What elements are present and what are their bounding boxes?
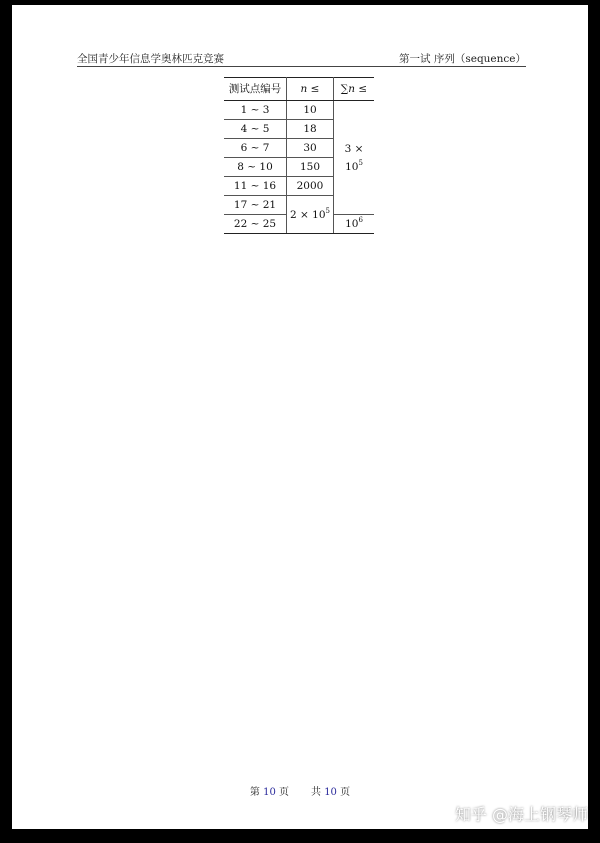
cell-n-limit: 2000	[287, 177, 334, 196]
footer-total-number: 10	[324, 787, 337, 798]
header-sum-limit	[334, 78, 375, 101]
sum-merged-exp: 5	[358, 158, 363, 167]
footer-page-suffix: 页	[275, 787, 289, 798]
sum-last-exp: 6	[358, 216, 363, 224]
table-row	[224, 101, 374, 120]
table-header-row	[224, 78, 374, 101]
page-footer	[12, 783, 588, 798]
header-n-op: ≤	[307, 83, 320, 95]
sum-last-base: 10	[345, 218, 359, 230]
document-page	[12, 5, 588, 829]
footer-total-prefix: 共	[311, 787, 325, 798]
footer-total-suffix: 页	[336, 787, 351, 798]
cell-testcase-id: 22 ~ 25	[224, 215, 287, 234]
cell-testcase-id: 11 ~ 16	[224, 177, 287, 196]
n-merged-exp: 5	[325, 206, 330, 215]
cell-testcase-id: 6 ~ 7	[224, 139, 287, 158]
footer-page-prefix: 第	[249, 787, 264, 798]
header-contest-title: 全国青少年信息学奥林匹克竞赛	[77, 53, 224, 65]
cell-sum-merged	[334, 101, 375, 215]
cell-testcase-id: 1 ~ 3	[224, 101, 287, 120]
cell-n-limit: 10	[287, 101, 334, 120]
watermark: 知乎 @海上钢琴师	[454, 805, 588, 824]
sum-merged-base: 3 × 10	[344, 142, 364, 173]
n-merged-base: 2 × 10	[290, 208, 326, 221]
header-n-limit	[287, 78, 334, 101]
cell-n-limit: 150	[287, 158, 334, 177]
cell-n-limit: 18	[287, 120, 334, 139]
footer-page-number: 10	[263, 787, 276, 798]
header-sum-symbol: ∑	[340, 83, 349, 95]
cell-n-merged	[287, 196, 334, 234]
cell-n-limit: 30	[287, 139, 334, 158]
cell-sum-last	[334, 215, 375, 234]
cell-testcase-id: 17 ~ 21	[224, 196, 287, 215]
header-sum-var: n	[348, 83, 356, 95]
header-rule	[77, 66, 526, 67]
constraints-table	[224, 77, 374, 234]
header-testcase-id: 测试点编号	[224, 78, 287, 101]
cell-testcase-id: 8 ~ 10	[224, 158, 287, 177]
header-sum-op: ≤	[355, 83, 368, 95]
cell-testcase-id: 4 ~ 5	[224, 120, 287, 139]
header-n-var: n	[300, 83, 308, 95]
header-problem-title: 第一试 序列（sequence）	[399, 53, 526, 65]
